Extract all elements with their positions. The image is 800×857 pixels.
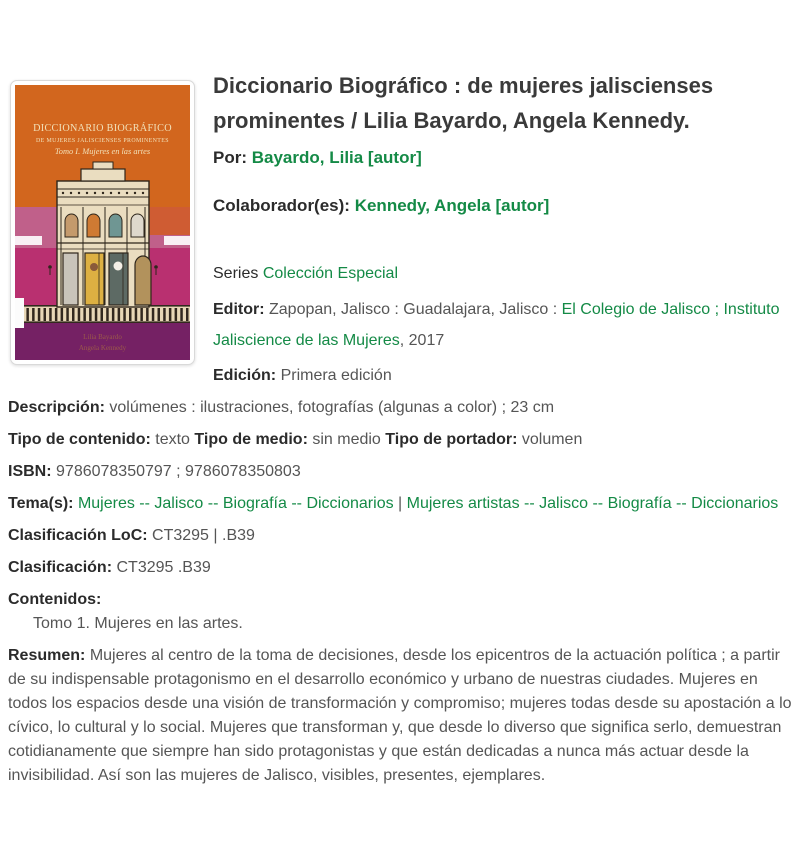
cover-title-line3: Tomo I. Mujeres en las artes [54, 147, 151, 156]
loc-classification-value: CT3295 | .B39 [152, 527, 255, 544]
classification-value: CT3295 .B39 [116, 559, 211, 576]
cover-thumbnail-link[interactable] [10, 80, 195, 365]
publisher-places: Zapopan, Jalisco : Guadalajara, Jalisco : [269, 301, 562, 318]
series-label: Series [213, 265, 259, 282]
carrier-type-value: volumen [521, 431, 583, 448]
loc-classification-label: Clasificación LoC: [8, 527, 148, 544]
isbn-label: ISBN: [8, 463, 52, 480]
summary-value: Mujeres al centro de la toma de decisiones, desde los epicentros de la actuación política ; a partir de su indispensable protagonismo en el desarrollo económico y urbano de nuestras ciudades. Mujeres en todos los espacios desde una visión de transformación y compromiso; mujeres todas desde su apostación a lo cívico, lo cultural y lo social. Mujeres que transforman y, que desde lo diverso que significa serlo, demuestran cotidianamente que siempre han sido protagonistas y que están dedicadas a nunca más actuar desde la invisibilidad. Así son las mujeres de Jalisco, visibles, presentes, ejemplares. [8, 647, 792, 784]
description-value: volúmenes : ilustraciones, fotografías (algunas a color) ; 23 cm [109, 399, 555, 416]
media-type-value: sin medio [312, 431, 381, 448]
field-edition [8, 364, 792, 388]
cover-title-line1: DICCIONARIO BIOGRÁFICO [33, 123, 172, 134]
book-cover-art [15, 85, 190, 360]
contents-label: Contenidos: [8, 591, 102, 608]
field-description [8, 396, 792, 420]
publisher-year: , 2017 [399, 332, 445, 349]
edition-value: Primera edición [280, 367, 392, 384]
field-contents [8, 588, 792, 636]
publisher-link[interactable]: El Colegio de Jalisco ; Instituto Jaliscience de las Mujeres [213, 301, 780, 349]
cover-author1: Lilia Bayardo [83, 333, 122, 341]
carrier-type-label: Tipo de portador: [385, 431, 518, 448]
author-label: Por: [213, 148, 247, 167]
classification-label: Clasificación: [8, 559, 113, 576]
collaborator-link[interactable]: Kennedy, Angela [autor] [354, 196, 550, 215]
description-label: Descripción: [8, 399, 105, 416]
cover-frame [10, 80, 195, 365]
record-title: Diccionario Biográfico : de mujeres jaliscienses prominentes / Lilia Bayardo, Angela Kennedy. [213, 73, 714, 133]
media-type-label: Tipo de medio: [194, 431, 308, 448]
content-type-label: Tipo de contenido: [8, 431, 151, 448]
field-isbn [8, 460, 792, 484]
series-link[interactable]: Colección Especial [262, 265, 398, 282]
bibliographic-record [0, 68, 800, 788]
field-subjects [8, 492, 792, 516]
subjects-separator: | [393, 495, 407, 512]
subject-link-2[interactable]: Mujeres artistas -- Jalisco -- Biografía -- Diccionarios [406, 495, 779, 512]
collaborator-label: Colaborador(es): [213, 196, 350, 215]
field-classification [8, 556, 792, 580]
cover-author2: Angela Kennedy [78, 344, 127, 352]
isbn-value: 9786078350797 ; 9786078350803 [56, 463, 301, 480]
field-loc-classification [8, 524, 792, 548]
contents-item: Tomo 1. Mujeres en las artes. [33, 615, 243, 632]
subjects-label: Tema(s): [8, 495, 74, 512]
field-summary [8, 644, 792, 788]
edition-label: Edición: [213, 367, 277, 384]
cover-title-line2: DE MUJERES JALISCIENSES PROMINENTES [36, 138, 169, 144]
field-types [8, 428, 792, 452]
subject-link-1[interactable]: Mujeres -- Jalisco -- Biografía -- Diccionarios [77, 495, 394, 512]
author-link[interactable]: Bayardo, Lilia [autor] [251, 148, 422, 167]
publisher-label: Editor: [213, 301, 265, 318]
content-type-value: texto [155, 431, 190, 448]
summary-label: Resumen: [8, 647, 86, 664]
